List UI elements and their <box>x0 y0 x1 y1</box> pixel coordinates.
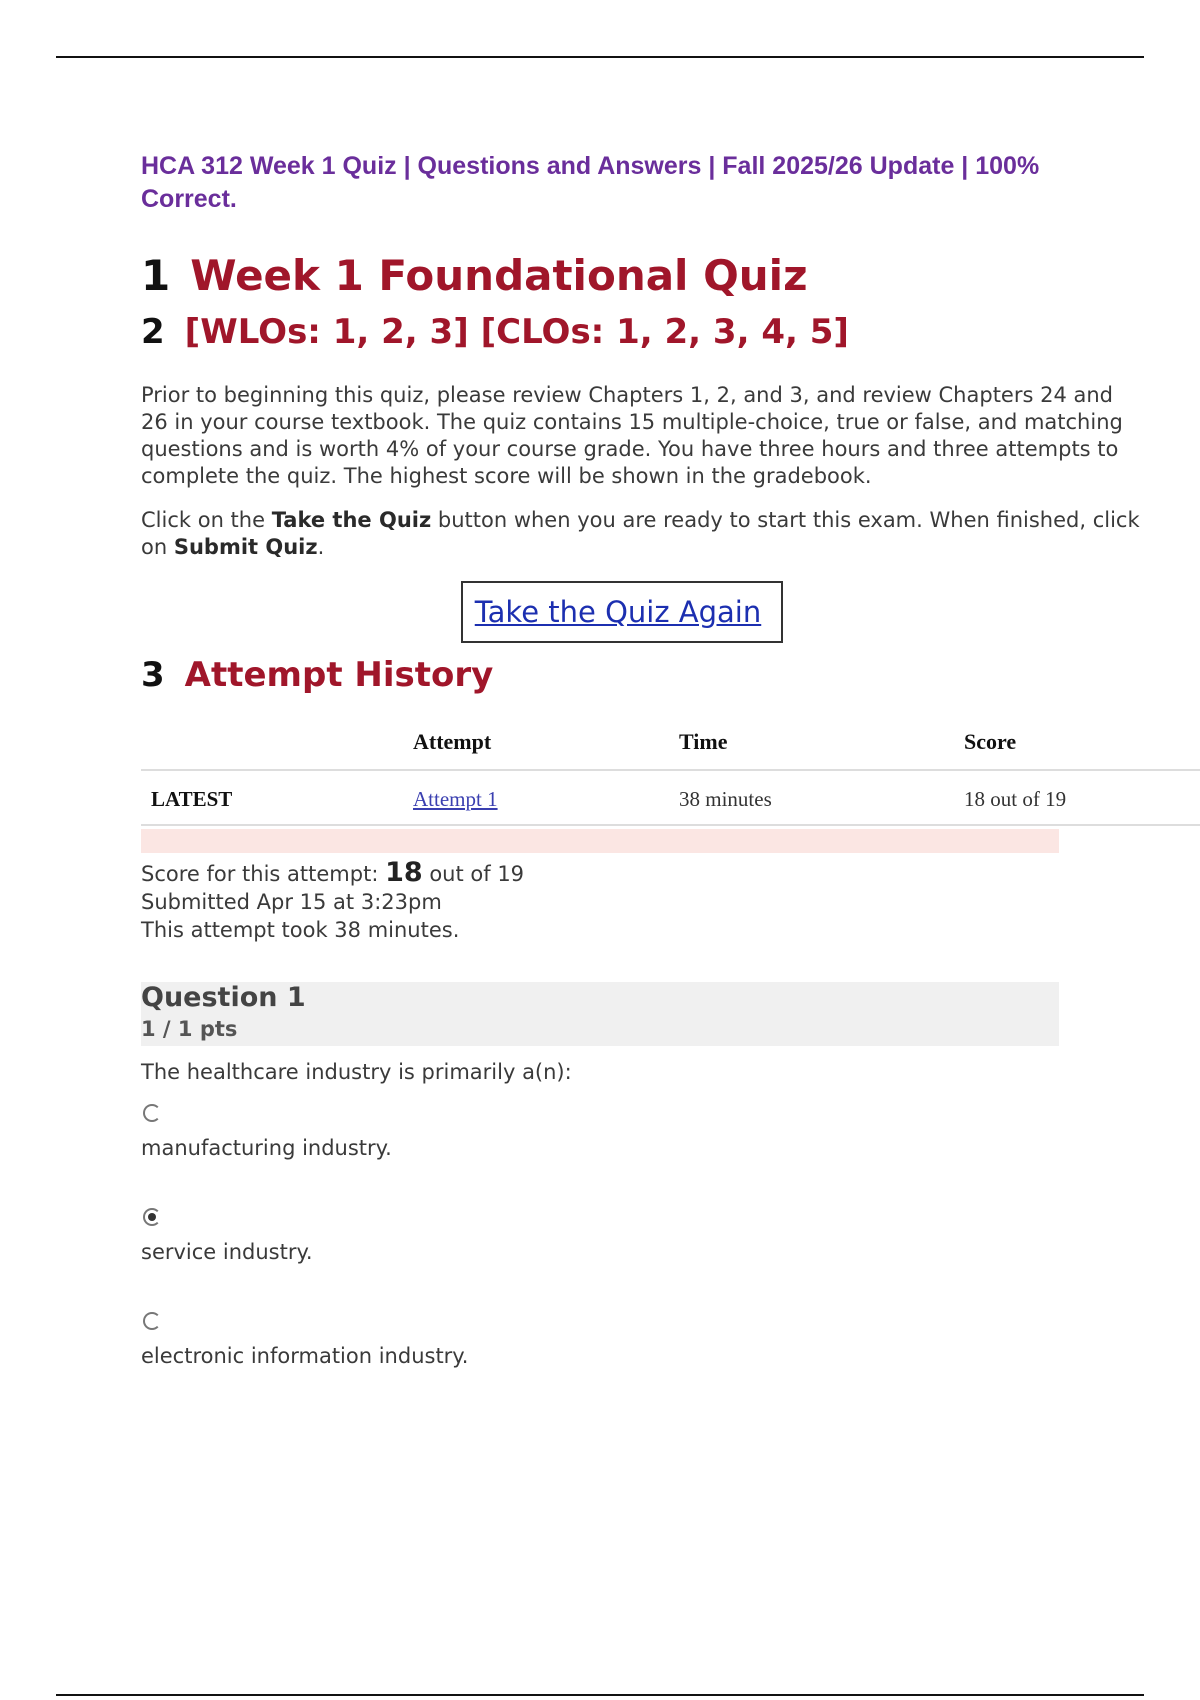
document-title: HCA 312 Week 1 Quiz | Questions and Answers | Fall 2025/26 Update | 100% Correct. <box>141 152 1040 213</box>
radio-button[interactable] <box>143 1312 161 1330</box>
heading-text: Week 1 Foundational Quiz <box>190 251 808 300</box>
top-rule <box>56 56 1144 58</box>
score-cell: 18 out of 19 <box>954 770 1200 825</box>
instructions-paragraph: Prior to beginning this quiz, please review Chapters 1, 2, and 3, and review Chapters 24 and 26 in your course textbook. The quiz contains 15 multiple-choice, true or false, and matching questions and is worth 4% of your course grade. You have three hours and three attempts to complete the quiz. The highest score will be shown in the gradebook. <box>141 383 1123 488</box>
outcomes-heading <box>141 310 1141 354</box>
attempt-cell <box>403 770 669 825</box>
bottom-rule <box>56 1694 1144 1696</box>
attempt-duration: This attempt took 38 minutes. <box>141 918 460 942</box>
take-quiz-emphasis: Take the Quiz <box>271 508 432 532</box>
heading-text: Attempt History <box>184 655 494 695</box>
column-header-attempt: Attempt <box>403 715 669 770</box>
attempt-highlight-bar <box>141 829 1059 853</box>
score-label: Score for this attempt: <box>141 862 386 886</box>
answer-option <box>141 1208 1141 1266</box>
document-page <box>141 150 1141 1370</box>
question-text: The healthcare industry is primarily a(n): <box>141 1060 572 1084</box>
table-row <box>141 770 1200 825</box>
score-out-of: out of 19 <box>422 862 525 886</box>
question-header <box>141 982 1059 1046</box>
heading-number: 2 <box>141 312 165 352</box>
attempt-history-heading <box>141 653 1141 697</box>
attempt-history-table <box>141 715 1200 826</box>
attempt-1-link[interactable]: Attempt 1 <box>413 787 498 811</box>
take-quiz-again-button[interactable]: Take the Quiz Again <box>461 581 783 643</box>
latest-label: LATEST <box>141 770 403 825</box>
heading-number: 3 <box>141 655 165 695</box>
submit-instructions-paragraph <box>141 507 1141 561</box>
submit-quiz-emphasis: Submit Quiz <box>173 535 318 559</box>
score-summary <box>141 859 1141 944</box>
heading-text: [WLOs: 1, 2, 3] [CLOs: 1, 2, 3, 4, 5] <box>184 312 849 352</box>
radio-button-selected[interactable] <box>143 1208 161 1226</box>
answer-label: service industry. <box>141 1240 313 1264</box>
column-header-time: Time <box>669 715 954 770</box>
instructions-text: Click on the <box>141 508 272 532</box>
score-value: 18 <box>385 857 423 888</box>
time-cell: 38 minutes <box>669 770 954 825</box>
answer-option <box>141 1104 1141 1162</box>
heading-number: 1 <box>141 251 171 300</box>
answer-label: electronic information industry. <box>141 1344 469 1368</box>
table-header-row <box>141 715 1200 770</box>
question-title: Question 1 <box>141 982 306 1013</box>
column-header-score: Score <box>954 715 1200 770</box>
take-quiz-container <box>141 581 1141 643</box>
instructions-text: button when you are ready to start this exam. When finished, click on <box>141 508 1140 559</box>
column-header-label <box>141 715 403 770</box>
answer-option <box>141 1312 1141 1370</box>
radio-button[interactable] <box>143 1104 161 1122</box>
answer-label: manufacturing industry. <box>141 1136 392 1160</box>
quiz-title-heading <box>141 250 1141 302</box>
score-line <box>141 859 1141 888</box>
question-points: 1 / 1 pts <box>141 1017 238 1041</box>
submitted-time: Submitted Apr 15 at 3:23pm <box>141 890 442 914</box>
instructions-text: . <box>317 535 325 559</box>
